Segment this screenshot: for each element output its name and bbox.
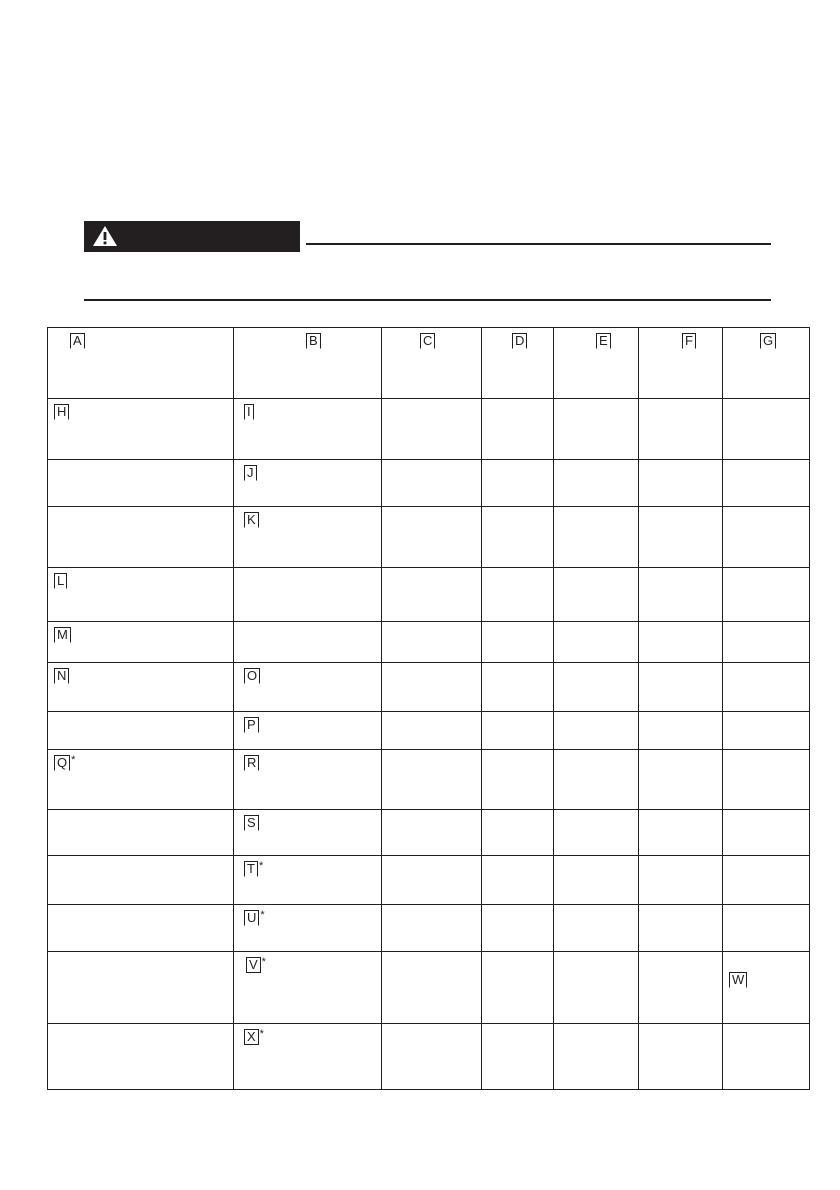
header-cell-f: [639, 328, 723, 399]
table-header-row: [48, 328, 810, 399]
spec-table: [47, 327, 810, 1090]
table-row: [48, 750, 810, 810]
table-row: [48, 856, 810, 905]
warning-bottom-rule: [84, 299, 771, 301]
warning-bar: [84, 221, 300, 252]
footnote-star: *: [261, 956, 266, 968]
row-label: M: [54, 627, 71, 643]
header-label: F: [682, 333, 696, 349]
row-label: H: [54, 404, 69, 420]
header-cell-d: [482, 328, 554, 399]
header-cell-c: [382, 328, 482, 399]
row-label: Q: [54, 755, 70, 771]
row-sublabel: R: [244, 755, 259, 771]
row-sublabel: S: [244, 815, 259, 831]
table-row: [48, 952, 810, 1024]
table-row: [48, 810, 810, 856]
header-label: C: [420, 333, 435, 349]
row-value-label: W: [729, 972, 747, 988]
header-label: E: [596, 333, 611, 349]
row-sublabel: J: [244, 465, 257, 481]
table-row: [48, 622, 810, 663]
footnote-star: *: [71, 754, 76, 766]
header-label: A: [70, 333, 85, 349]
header-cell-g: [723, 328, 810, 399]
footnote-star: *: [259, 1028, 264, 1040]
warning-title-rule: [306, 243, 771, 245]
table-row: [48, 663, 810, 712]
table-row: [48, 712, 810, 750]
header-label: D: [512, 333, 527, 349]
header-cell-e: [554, 328, 639, 399]
row-sublabel: U: [244, 910, 259, 926]
row-sublabel: X: [244, 1029, 259, 1045]
row-sublabel: O: [244, 668, 260, 684]
row-sublabel: K: [244, 512, 259, 528]
warning-triangle-icon: [92, 225, 118, 247]
row-sublabel: I: [244, 404, 254, 420]
table-row: [48, 568, 810, 622]
row-label: N: [54, 668, 69, 684]
table-row: [48, 1024, 810, 1090]
footnote-star: *: [258, 860, 264, 872]
header-cell-b: [234, 328, 382, 399]
table-row: [48, 905, 810, 952]
header-label: B: [306, 333, 321, 349]
row-sublabel: V: [246, 957, 261, 973]
table-row: [48, 460, 810, 507]
table-row: [48, 399, 810, 460]
table-row: [48, 507, 810, 568]
row-label: L: [54, 573, 67, 589]
header-label: G: [760, 333, 776, 349]
row-sublabel: P: [244, 717, 259, 733]
header-cell-a: [48, 328, 234, 399]
footnote-star: *: [260, 909, 265, 921]
row-sublabel: T: [244, 861, 258, 877]
